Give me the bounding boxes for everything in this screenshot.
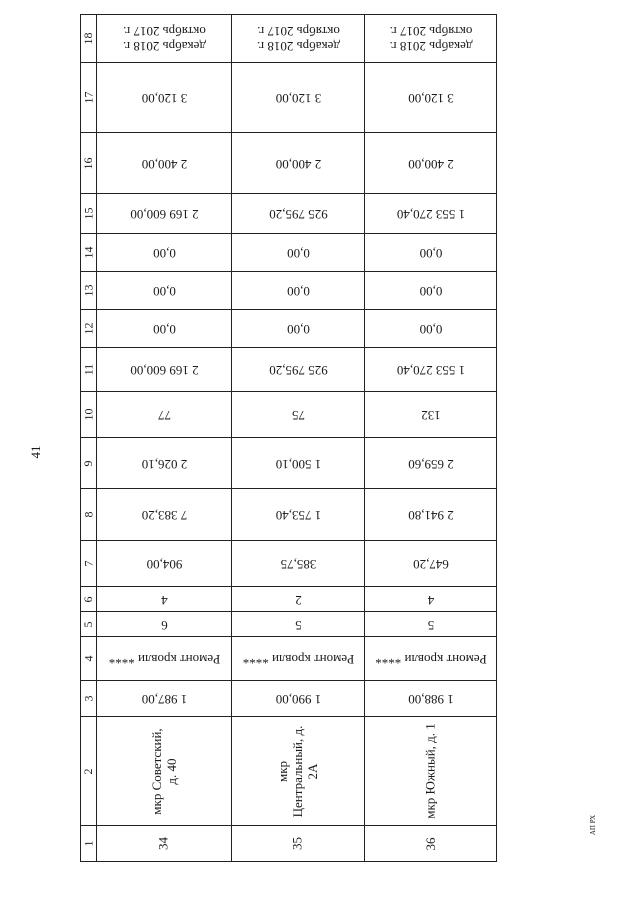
column-number: 10 bbox=[80, 408, 95, 421]
column-number-cell bbox=[80, 438, 97, 489]
column-number-cell bbox=[80, 133, 97, 194]
cell-value: 0,00 bbox=[419, 245, 442, 261]
cell-value: 2 bbox=[294, 592, 302, 608]
table-cell-v6 bbox=[365, 587, 497, 612]
cell-value: 6 bbox=[160, 617, 168, 633]
column-number-cell bbox=[80, 541, 97, 587]
column-number-cell bbox=[80, 489, 97, 541]
cell-value: 1 988,00 bbox=[407, 691, 454, 707]
cell-value: 1 553 270,40 bbox=[396, 206, 465, 222]
table-cell-v8 bbox=[365, 489, 497, 541]
table-cell-area_1 bbox=[232, 681, 365, 717]
column-number-cell bbox=[80, 826, 97, 862]
table-cell-v15 bbox=[232, 194, 365, 234]
table-cell-v8 bbox=[97, 489, 232, 541]
column-number: 7 bbox=[80, 560, 95, 567]
table-cell-area_1 bbox=[97, 681, 232, 717]
table-cell-v15 bbox=[97, 194, 232, 234]
table-cell-v14 bbox=[232, 234, 365, 272]
table-cell-num bbox=[97, 826, 232, 862]
table-cell-v16 bbox=[365, 133, 497, 194]
column-number-cell bbox=[80, 717, 97, 826]
table-cell-v10 bbox=[365, 392, 497, 438]
cell-value: 0,00 bbox=[152, 245, 176, 261]
row-number: 35 bbox=[289, 837, 305, 850]
column-number-cell bbox=[80, 63, 97, 133]
table-cell-address bbox=[365, 717, 497, 826]
table-cell-v8 bbox=[232, 489, 365, 541]
period-start: октябрь 2017 г. bbox=[122, 24, 206, 40]
table-cell-v17 bbox=[97, 63, 232, 133]
table-cell-v13 bbox=[97, 272, 232, 310]
cell-value: 2 169 600,00 bbox=[129, 362, 199, 378]
column-number: 18 bbox=[80, 32, 95, 45]
column-number: 8 bbox=[80, 511, 95, 518]
cell-value: 647,20 bbox=[412, 556, 449, 572]
table-cell-v5 bbox=[97, 612, 232, 637]
table-cell-period bbox=[97, 14, 232, 63]
table-cell-v10 bbox=[97, 392, 232, 438]
cell-value: 7 383,20 bbox=[141, 507, 187, 523]
table-cell-v11 bbox=[232, 348, 365, 392]
period-end: декабрь 2018 г. bbox=[389, 39, 472, 55]
period-text bbox=[369, 16, 493, 61]
cell-value: 1 987,00 bbox=[141, 691, 187, 707]
table-cell-num bbox=[365, 826, 497, 862]
column-number-cell bbox=[80, 14, 97, 63]
column-number: 4 bbox=[80, 655, 95, 662]
table-cell-v10 bbox=[232, 392, 365, 438]
row-number: 34 bbox=[155, 837, 171, 850]
column-number: 1 bbox=[80, 840, 95, 847]
table-cell-v17 bbox=[232, 63, 365, 133]
table-cell-v12 bbox=[365, 310, 497, 348]
address-text: мкр Южный, д. 1 bbox=[422, 723, 438, 819]
table-cell-work_type bbox=[365, 637, 497, 681]
cell-value: 2 400,00 bbox=[141, 156, 187, 172]
cell-value: 2 400,00 bbox=[407, 156, 454, 172]
table-cell-v14 bbox=[365, 234, 497, 272]
column-number: 14 bbox=[80, 246, 95, 259]
column-number-cell bbox=[80, 637, 97, 681]
table-cell-v11 bbox=[365, 348, 497, 392]
table-cell-v15 bbox=[365, 194, 497, 234]
column-number: 6 bbox=[80, 596, 95, 602]
cell-value: 0,00 bbox=[419, 321, 442, 337]
cell-value: 0,00 bbox=[419, 283, 442, 299]
table-cell-area_1 bbox=[365, 681, 497, 717]
cell-value: 5 bbox=[427, 617, 434, 633]
cell-value: 2 659,60 bbox=[407, 456, 454, 472]
column-number: 9 bbox=[80, 460, 95, 466]
period-text bbox=[236, 16, 361, 61]
table-cell-v16 bbox=[97, 133, 232, 194]
column-number: 15 bbox=[80, 207, 95, 220]
cell-value: 0,00 bbox=[286, 245, 310, 261]
cell-value: 0,00 bbox=[286, 283, 310, 299]
column-number: 16 bbox=[80, 157, 95, 169]
table-cell-address bbox=[232, 717, 365, 826]
period-start: октябрь 2017 г. bbox=[389, 24, 472, 40]
table-cell-work_type bbox=[232, 637, 365, 681]
cell-value: 3 120,00 bbox=[141, 90, 187, 106]
row-number: 36 bbox=[422, 837, 438, 850]
table-cell-period bbox=[232, 14, 365, 63]
column-number-cell bbox=[80, 234, 97, 272]
cell-value: 2 026,10 bbox=[141, 456, 187, 472]
cell-value: 925 795,20 bbox=[268, 206, 328, 222]
column-number-cell bbox=[80, 272, 97, 310]
column-number-cell bbox=[80, 612, 97, 637]
table-cell-work_type bbox=[97, 637, 232, 681]
cell-value: 75 bbox=[291, 407, 305, 423]
cell-value: 132 bbox=[420, 407, 441, 423]
table-cell-v16 bbox=[232, 133, 365, 194]
column-number-cell bbox=[80, 348, 97, 392]
cell-value: 0,00 bbox=[152, 283, 176, 299]
column-number-cell bbox=[80, 392, 97, 438]
cell-value: 2 400,00 bbox=[275, 156, 321, 172]
cell-value: 77 bbox=[157, 407, 171, 423]
table-cell-v13 bbox=[365, 272, 497, 310]
cell-value: 5 bbox=[294, 617, 302, 633]
table-cell-v12 bbox=[97, 310, 232, 348]
cell-value: 2 169 600,00 bbox=[129, 206, 199, 222]
table-cell-v7 bbox=[97, 541, 232, 587]
period-start: октябрь 2017 г. bbox=[256, 24, 340, 40]
page-number: 41 bbox=[28, 445, 43, 459]
table-cell-period bbox=[365, 14, 497, 63]
column-number-cell bbox=[80, 310, 97, 348]
table-cell-address bbox=[97, 717, 232, 826]
column-number: 2 bbox=[80, 768, 95, 774]
cell-value: 3 120,00 bbox=[275, 90, 321, 106]
column-number-cell bbox=[80, 681, 97, 717]
cell-value: 0,00 bbox=[286, 321, 310, 337]
column-number: 12 bbox=[80, 322, 95, 335]
cell-value: 1 553 270,40 bbox=[396, 362, 465, 378]
cell-value: Ремонт кровли **** bbox=[108, 651, 220, 667]
cell-value: 1 500,10 bbox=[275, 456, 321, 472]
address-text: мкр Центральный, д. 2А bbox=[274, 725, 320, 817]
cell-value: 4 bbox=[427, 592, 434, 608]
period-end: декабрь 2018 г. bbox=[122, 39, 206, 55]
cell-value: 904,00 bbox=[146, 556, 182, 572]
cell-value: 0,00 bbox=[152, 321, 176, 337]
column-number-cell bbox=[80, 587, 97, 612]
footer-mark: АП РХ bbox=[589, 814, 597, 836]
table-cell-v9 bbox=[365, 438, 497, 489]
cell-value: 2 941,80 bbox=[407, 507, 454, 523]
table-cell-v13 bbox=[232, 272, 365, 310]
column-number: 3 bbox=[80, 695, 95, 702]
column-number: 13 bbox=[80, 284, 95, 297]
table-cell-v6 bbox=[97, 587, 232, 612]
cell-value: Ремонт кровли **** bbox=[374, 651, 487, 667]
cell-value: 1 753,40 bbox=[275, 507, 321, 523]
table-cell-v9 bbox=[232, 438, 365, 489]
column-number: 17 bbox=[80, 91, 95, 104]
table-cell-v17 bbox=[365, 63, 497, 133]
table-cell-num bbox=[232, 826, 365, 862]
cell-value: 4 bbox=[160, 592, 168, 608]
table-cell-v7 bbox=[232, 541, 365, 587]
period-text bbox=[101, 16, 228, 61]
address-text: мкр Советский, д. 40 bbox=[148, 727, 178, 815]
table-cell-v6 bbox=[232, 587, 365, 612]
table-cell-v12 bbox=[232, 310, 365, 348]
data-table bbox=[80, 14, 497, 862]
cell-value: 925 795,20 bbox=[268, 362, 328, 378]
column-number: 11 bbox=[80, 363, 95, 376]
table-cell-v5 bbox=[232, 612, 365, 637]
cell-value: 3 120,00 bbox=[407, 90, 454, 106]
table-cell-v9 bbox=[97, 438, 232, 489]
column-number: 5 bbox=[80, 621, 95, 627]
table-cell-v14 bbox=[97, 234, 232, 272]
column-number-cell bbox=[80, 194, 97, 234]
table-cell-v11 bbox=[97, 348, 232, 392]
table-cell-v5 bbox=[365, 612, 497, 637]
cell-value: 1 990,00 bbox=[275, 691, 321, 707]
period-end: декабрь 2018 г. bbox=[256, 39, 340, 55]
table-cell-v7 bbox=[365, 541, 497, 587]
cell-value: 385,75 bbox=[280, 556, 316, 572]
cell-value: Ремонт кровли **** bbox=[242, 651, 354, 667]
